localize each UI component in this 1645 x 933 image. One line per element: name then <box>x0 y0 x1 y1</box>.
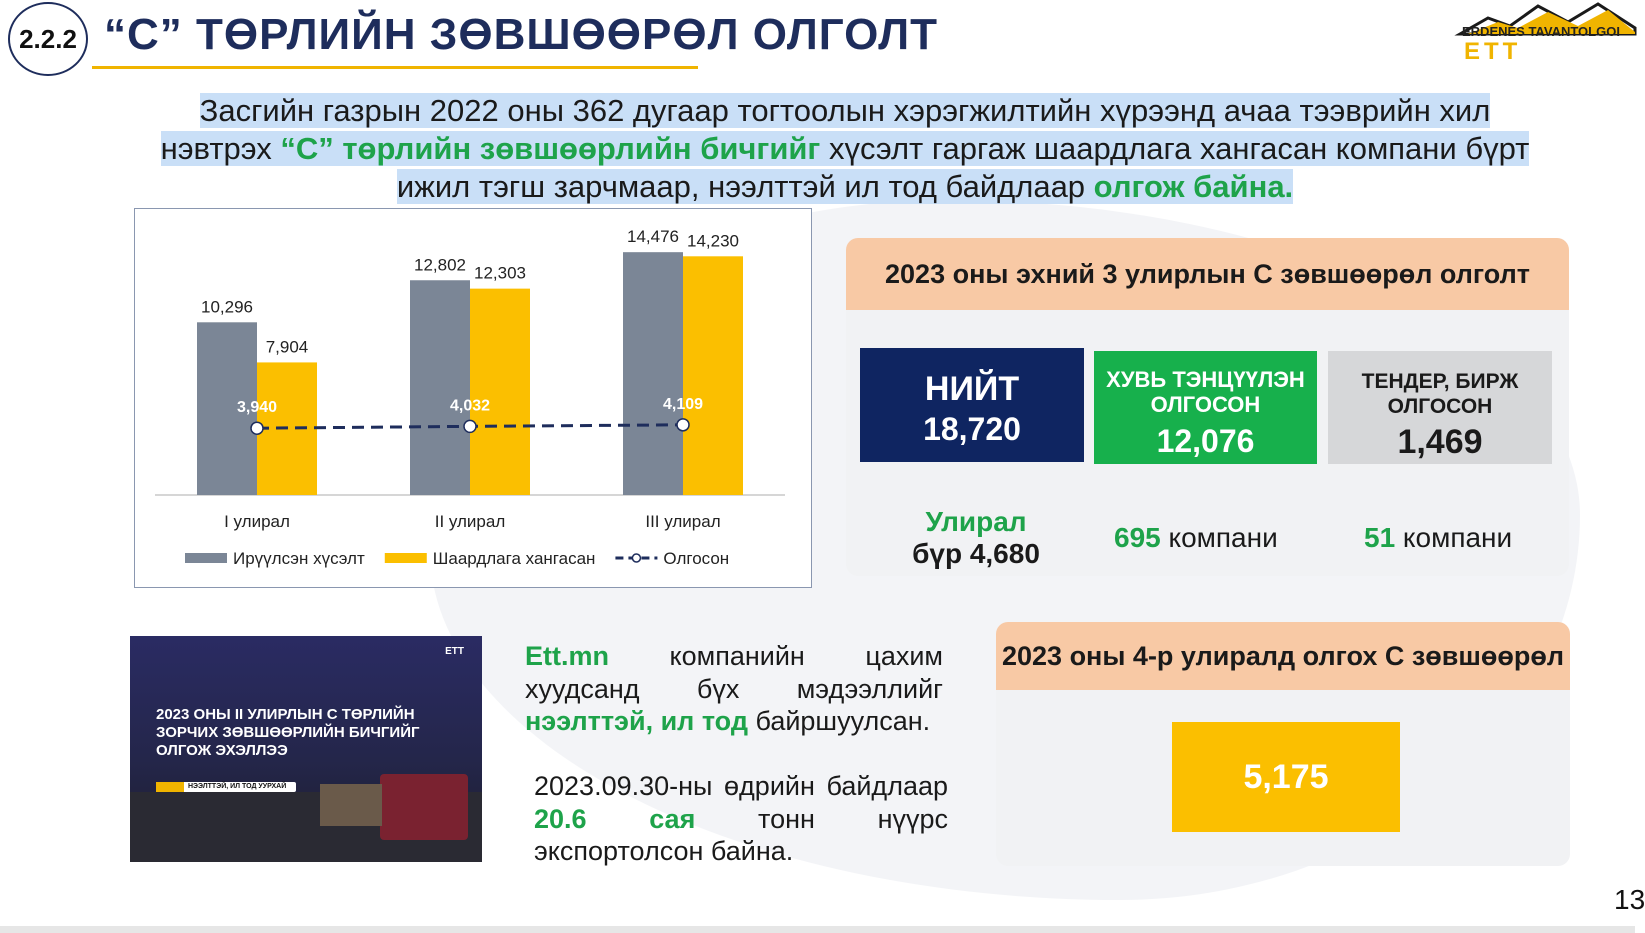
title-underline <box>92 66 698 69</box>
paragraph-text2: байршуулсан. <box>747 706 931 736</box>
website-link[interactable]: Ett.mn <box>525 641 609 671</box>
data-label-qualified-q1: 7,904 <box>265 337 309 357</box>
q4-title: 2023 оны 4-р улиралд олгох С зөвшөөрөл <box>996 622 1570 690</box>
fair-label: ХУВЬ ТЭНЦҮҮЛЭН ОЛГОСОН <box>1106 367 1305 417</box>
company-logo <box>1458 0 1635 64</box>
total-value: 18,720 <box>923 411 1021 447</box>
news-thumbnail[interactable] <box>130 636 482 862</box>
per-quarter-stat <box>896 506 1056 570</box>
thumbnail-tag <box>156 782 296 792</box>
quarter-text: бүр 4,680 <box>912 538 1040 569</box>
issued-point-q1 <box>251 422 263 434</box>
companies1-value: 695 <box>1114 522 1161 553</box>
thumbnail-tag-text: НЭЭЛТТЭЙ, ИЛ ТОД УУРХАЙ <box>188 783 287 790</box>
companies2-text: компани <box>1395 522 1513 553</box>
intro-issuing-highlight: олгож байна. <box>1093 169 1294 204</box>
summary-panel <box>846 238 1569 576</box>
section-number-badge: 2.2.2 <box>8 2 88 76</box>
summary-title: 2023 оны эхний 3 улирлын С зөвшөөрөл олголт <box>846 238 1569 310</box>
tender-label: ТЕНДЕР, БИРЖ ОЛГОСОН <box>1361 370 1519 418</box>
tender-card <box>1328 351 1552 464</box>
intro-permit-highlight: “С” төрлийн зөвшөөрлийн бичгийг <box>280 131 821 166</box>
paragraph-date: 2023.09.30-ны өдрийн байдлаар <box>534 771 948 801</box>
paragraph-text1: компанийн цахим хуудсанд бүх мэдээллийг <box>525 641 943 704</box>
legend-label-0: Ирүүлсэн хүсэлт <box>233 549 365 568</box>
companies1-text: компани <box>1160 522 1278 553</box>
tender-value: 1,469 <box>1397 423 1483 461</box>
companies2-value: 51 <box>1364 522 1396 553</box>
q4-panel <box>996 622 1570 866</box>
legend-label-1: Шаардлага хангасан <box>432 549 596 568</box>
thumbnail-tag-accent <box>156 782 184 792</box>
x-tick-label-q1: I улирал <box>224 512 290 531</box>
companies-stat-1 <box>1114 522 1278 554</box>
data-label-requests-q1: 10,296 <box>201 297 253 317</box>
legend-swatch-0 <box>185 553 227 563</box>
logo-mark: ETT <box>1464 38 1522 65</box>
total-label: НИЙТ <box>924 370 1020 408</box>
issued-label-q2: 4,032 <box>449 397 491 415</box>
thumbnail-brand: ETT <box>445 646 464 657</box>
fair-value: 12,076 <box>1156 423 1255 459</box>
data-label-requests-q2: 12,802 <box>414 255 466 275</box>
bar-qualified-q3 <box>683 256 743 495</box>
website-paragraph <box>525 640 943 738</box>
x-tick-label-q3: III улирал <box>645 512 721 531</box>
thumbnail-title: 2023 ОНЫ II УЛИРЛЫН С ТӨРЛИЙН ЗОРЧИХ ЗӨВШӨӨРЛИЙН БИЧГИЙГ ОЛГОЖ ЭХЭЛЛЭЭ <box>156 706 420 759</box>
legend-marker-2 <box>632 554 640 562</box>
permit-chart <box>134 208 812 588</box>
export-amount: 20.6 сая <box>534 803 696 834</box>
issued-point-q2 <box>464 420 476 432</box>
total-card <box>860 348 1084 462</box>
data-label-qualified-q2: 12,303 <box>474 263 526 283</box>
footer-bar <box>0 926 1635 933</box>
data-label-qualified-q3: 14,230 <box>687 231 739 251</box>
logo-text: ERDENES TAVANTOLGOI <box>1462 24 1620 39</box>
truck-icon <box>380 774 468 840</box>
companies-stat-2 <box>1364 522 1512 554</box>
quarter-label: Улирал <box>925 506 1027 537</box>
issued-point-q3 <box>677 419 689 431</box>
paragraph-highlight: нээлттэй, ил тод <box>525 706 748 736</box>
intro-part3: хүсэлт гаргаж шаардлага хангасан компани бүрт ижил тэгш зарчмаар, нээлттэй ил тод байдлаар <box>396 131 1530 204</box>
bar-qualified-q2 <box>470 289 530 495</box>
permit-chart-svg <box>135 209 811 587</box>
legend-label-2: Олгосон <box>663 549 730 568</box>
data-label-requests-q3: 14,476 <box>627 227 679 247</box>
page-title: “С” ТӨРЛИЙН ЗӨВШӨӨРӨЛ ОЛГОЛТ <box>104 10 938 59</box>
legend-swatch-1 <box>385 553 427 563</box>
fair-distribution-card <box>1094 351 1317 464</box>
paragraph-text3: тонн нүүрс экспортолсон байна. <box>534 803 948 866</box>
intro-part1: Засгийн газрын 2022 оны 362 дугаар тогтоолын хэрэгжилтийн хүрээнд ачаа тээврийн хил нэвтрэх <box>160 93 1491 166</box>
x-tick-label-q2: II улирал <box>434 512 506 531</box>
intro-text <box>140 92 1550 206</box>
q4-value: 5,175 <box>1172 722 1400 832</box>
issued-label-q1: 3,940 <box>236 399 278 417</box>
issued-label-q3: 4,109 <box>662 395 704 413</box>
bar-requests-q2 <box>410 280 470 495</box>
page-number: 13 <box>1614 884 1645 915</box>
bar-requests-q3 <box>623 252 683 495</box>
export-paragraph <box>534 770 948 868</box>
